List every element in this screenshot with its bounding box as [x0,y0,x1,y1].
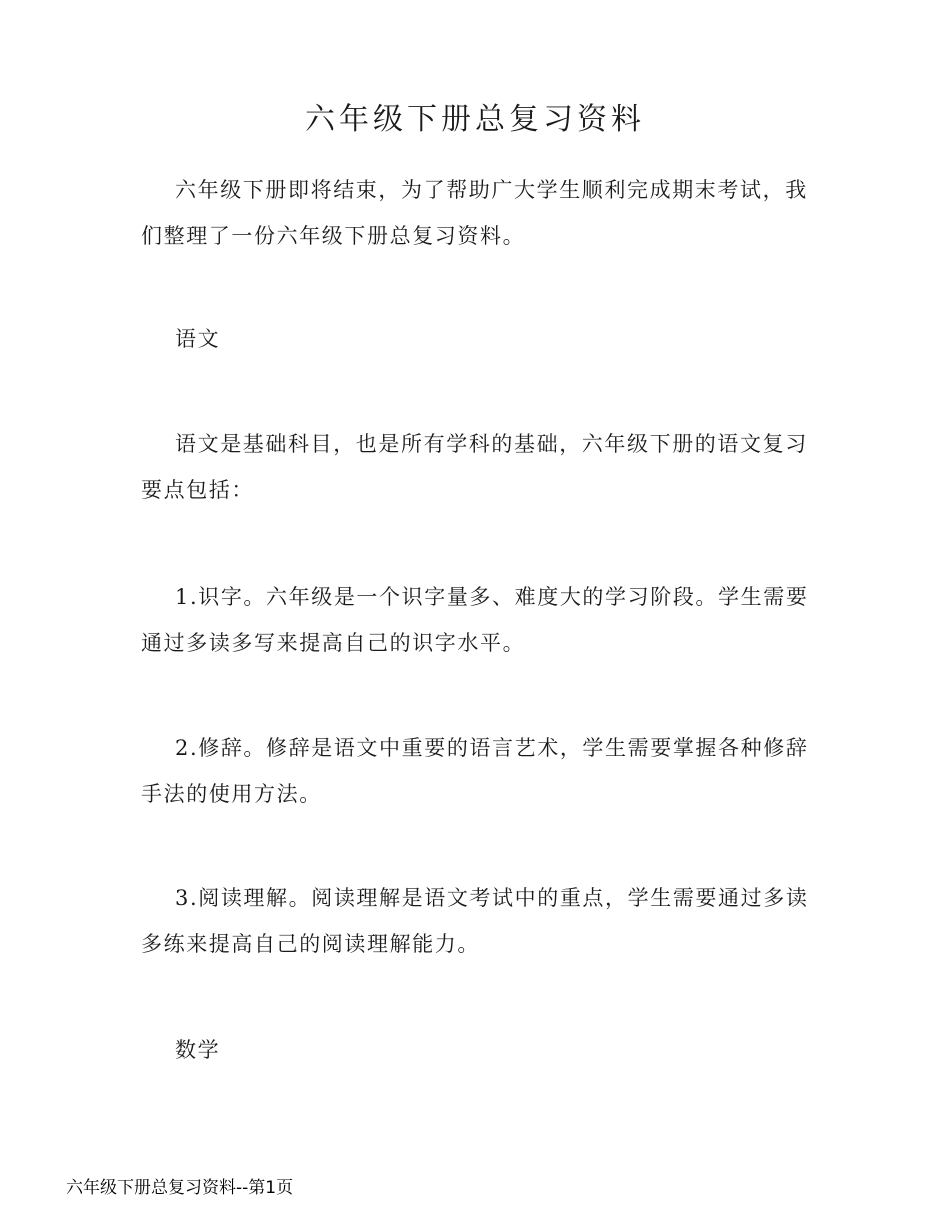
document-title: 六年级下册总复习资料 [305,102,645,137]
section-heading-chinese: 语文 [175,327,221,351]
section-heading-math: 数学 [175,1038,221,1062]
chinese-point-3: 3.阅读理解。阅读理解是语文考试中的重点，学生需要通过多读多练来提高自己的阅读理解能力。 [141,886,809,956]
chinese-point-1: 1.识字。六年级是一个识字量多、难度大的学习阶段。学生需要通过多读多写来提高自己的识字水平。 [141,585,809,655]
chinese-point-2: 2.修辞。修辞是语文中重要的语言艺术，学生需要掌握各种修辞手法的使用方法。 [141,736,809,806]
chinese-intro-paragraph: 语文是基础科目，也是所有学科的基础，六年级下册的语文复习要点包括： [141,432,808,502]
intro-paragraph: 六年级下册即将结束，为了帮助广大学生顺利完成期末考试，我们整理了一份六年级下册总复习资料。 [141,178,808,248]
page-footer: 六年级下册总复习资料--第1页 [66,1178,294,1198]
